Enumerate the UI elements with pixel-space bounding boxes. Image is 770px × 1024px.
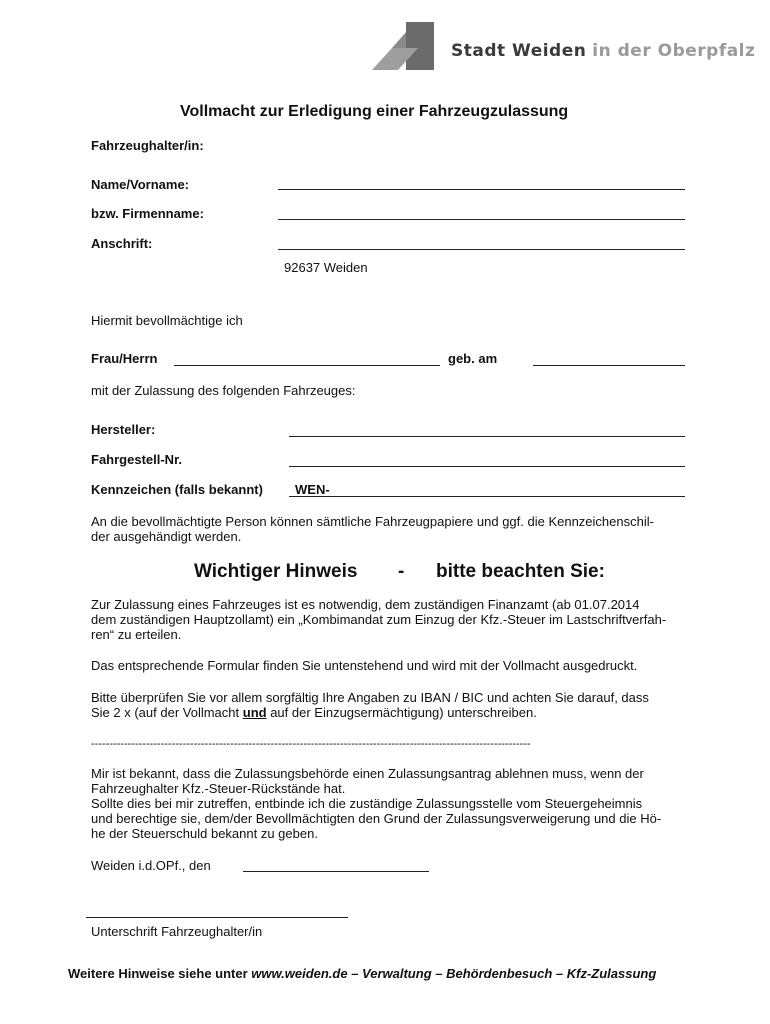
notice-p3-emphasis: und <box>242 705 267 720</box>
date-field[interactable] <box>243 871 429 872</box>
city-logo-icon <box>370 20 440 72</box>
signature-label: Unterschrift Fahrzeughalter/in <box>91 924 263 939</box>
authorization-intro: Hiermit bevollmächtige ich <box>91 313 243 328</box>
declaration-line2: Fahrzeughalter Kfz.-Steuer-Rückstände hat. <box>91 781 346 796</box>
person-label: Frau/Herrn <box>91 351 158 366</box>
notice-heading-left: Wichtiger Hinweis <box>194 561 358 582</box>
papers-note-line1: An die bevollmächtigte Person können sämtliche Fahrzeugpapiere und ggf. die Kennzeichenschil- <box>91 514 654 529</box>
manufacturer-field[interactable] <box>289 436 685 437</box>
birth-field[interactable] <box>533 365 685 366</box>
company-label: bzw. Firmenname: <box>91 206 204 221</box>
declaration-line1: Mir ist bekannt, dass die Zulassungsbehörde einen Zulassungsantrag ablehnen muss, wenn der <box>91 766 644 781</box>
owner-section-label: Fahrzeughalter/in: <box>91 138 204 153</box>
footer-link[interactable]: www.weiden.de – Verwaltung – Behördenbesuch – Kfz-Zulassung <box>251 966 657 981</box>
address-field[interactable] <box>278 249 685 250</box>
plate-field[interactable] <box>289 496 685 497</box>
footer-hint <box>68 966 656 982</box>
document-title: Vollmacht zur Erledigung einer Fahrzeugzulassung <box>180 103 569 120</box>
logo-text <box>451 41 755 61</box>
declaration-line5: he der Steuerschuld bekannt zu geben. <box>91 826 318 841</box>
notice-heading-right: bitte beachten Sie: <box>436 561 605 582</box>
address-city: 92637 Weiden <box>284 260 368 275</box>
logo-city: Stadt Weiden <box>451 41 587 61</box>
person-field[interactable] <box>174 365 440 366</box>
notice-p1-line3: ren“ zu erteilen. <box>91 627 182 642</box>
declaration-line4: und berechtige sie, dem/der Bevollmächtigten den Grund der Zulassungsverweigerung und die Hö- <box>91 811 662 826</box>
birth-label: geb. am <box>448 351 498 366</box>
date-label: Weiden i.d.OPf., den <box>91 858 211 873</box>
address-label: Anschrift: <box>91 236 153 251</box>
company-field[interactable] <box>278 219 685 220</box>
chassis-label: Fahrgestell-Nr. <box>91 452 183 467</box>
footer-prefix: Weitere Hinweise siehe unter <box>68 966 252 981</box>
logo-region: in der Oberpfalz <box>592 41 756 61</box>
declaration-line3: Sollte dies bei mir zutreffen, entbinde ich die zuständige Zulassungsstelle vom Steuergeheimnis <box>91 796 643 811</box>
name-field[interactable] <box>278 189 685 190</box>
notice-p1-line2: dem zuständigen Hauptzollamt) ein „Kombimandat zum Einzug der Kfz.-Steuer im Lastschriftverfah- <box>91 612 667 627</box>
notice-p2: Das entsprechende Formular finden Sie untenstehend und wird mit der Vollmacht ausgedruckt. <box>91 658 638 673</box>
notice-p3-line1: Bitte überprüfen Sie vor allem sorgfältig Ihre Angaben zu IBAN / BIC und achten Sie darauf, dass <box>91 690 649 705</box>
notice-p3-line2 <box>91 705 537 721</box>
separator-line: ------------------------------------------------------------------------------------------------------------------------ <box>91 738 531 750</box>
notice-p3-part-c: auf der Einzugsermächtigung) unterschreiben. <box>266 705 537 720</box>
manufacturer-label: Hersteller: <box>91 422 156 437</box>
signature-field[interactable] <box>86 917 348 918</box>
papers-note-line2: der ausgehändigt werden. <box>91 529 242 544</box>
notice-p1-line1: Zur Zulassung eines Fahrzeuges ist es notwendig, dem zuständigen Finanzamt (ab 01.07.2014 <box>91 597 640 612</box>
authorization-purpose: mit der Zulassung des folgenden Fahrzeuges: <box>91 383 356 398</box>
plate-label: Kennzeichen (falls bekannt) <box>91 482 263 497</box>
name-label: Name/Vorname: <box>91 177 190 192</box>
plate-prefix: WEN- <box>295 482 330 497</box>
notice-heading-dash: - <box>398 561 405 582</box>
notice-p3-part-a: Sie 2 x (auf der Vollmacht <box>91 705 243 720</box>
chassis-field[interactable] <box>289 466 685 467</box>
